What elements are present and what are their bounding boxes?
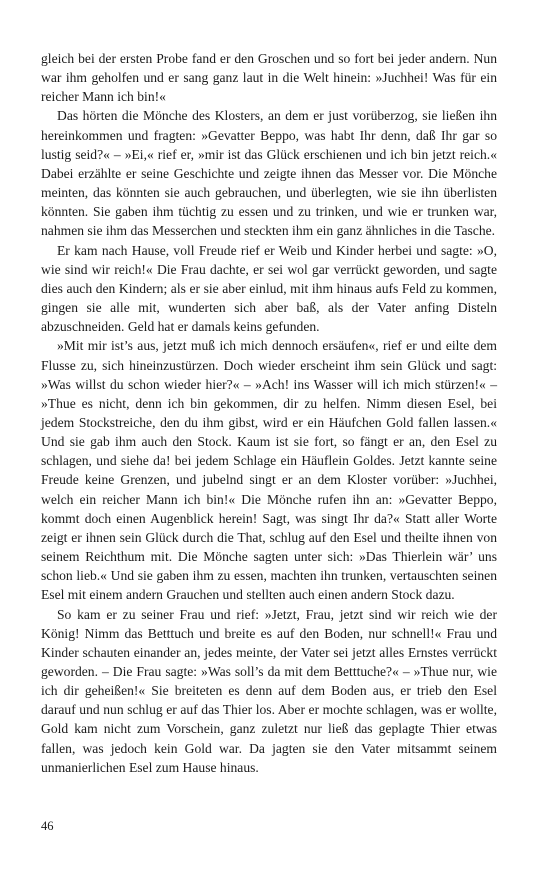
paragraph-2: Das hörten die Mönche des Klosters, an dem er just vorüberzog, sie ließen ihn hereinkommen und fragten: »Gevatter Beppo, was habt Ihr denn, daß Ihr gar so lustig seid?« – »Ei,« rief er, »mir ist das Glück erschienen und ich bin jetzt reich.« Dabei erzählte er seine Geschichte und zeigte ihnen das Messer vor. Die Mönche meinten, das könnten sie auch gebrauchen, und überlegten, wie sie ihn überlisten könnten. Sie gaben ihm tüchtig zu essen und zu trinken, und wie er trunken war, nahmen sie ihm das Messerchen und steckten ihm ein ganz ähnliches in die Tasche. [41,108,497,239]
paragraph-1: gleich bei der ersten Probe fand er den Groschen und so fort bei jeder andern. Nun war ihm geholfen und er sang ganz laut in die Welt hinein: »Juchhei! Was für ein reicher Mann ich bin!« [41,51,497,105]
page-number: 46 [41,819,54,833]
paragraph-3: Er kam nach Hause, voll Freude rief er Weib und Kinder herbei und sagte: »O, wie sind wir reich!« Die Frau dachte, er sei wol gar verrückt geworden, und sagte dies auch den Kindern; als er sie aber einlud, mit ihm hinaus aufs Feld zu kommen, gingen sie alle mit, wunderten sich aber baß, als der Vater anfing Disteln abzuschneiden. Geld hat er damals keins gefunden. [41,242,497,335]
paragraph-5: So kam er zu seiner Frau und rief: »Jetzt, Frau, jetzt sind wir reich wie der König! Nimm das Betttuch und breite es auf den Boden, nur schnell!« Frau und Kinder schauten einander an, jedes meinte, der Vater sei jetzt alles Ernstes verrückt geworden. – Die Frau sagte: »Was soll’s da mit dem Betttuche?« – »Thue nur, wie ich dir geheißen!« Sie breiteten es denn auf dem Boden aus, er trieb den Esel darauf und nun schlug er auf das Thier los. Aber er mochte schlagen, was er wollte, Gold kam nicht zum Vorschein, ganz zuletzt nur ließ das geplagte Thier etwas fallen, was jedoch kein Gold war. Da jagten sie den Vater mitsammt seinem unmanierlichen Esel zum Hause hinaus. [41,606,497,775]
paragraph-4: »Mit mir ist’s aus, jetzt muß ich mich dennoch ersäufen«, rief er und eilte dem Flusse zu, sich hineinzustürzen. Doch wieder erscheint ihm sein Glück und sagt: »Was willst du schon wieder hier?« – »Ach! ins Wasser will ich mich stürzen!« – »Thue es nicht, denn ich bin gekommen, dir zu helfen. Nimm diesen Esel, bei jedem Stockstreiche, den du ihm gibst, wird er ein Häufchen Gold fallen lassen.« Und sie gab ihm auch den Stock. Kaum ist sie fort, so fängt er an, den Esel zu schlagen, und siehe da! bei jedem Schlage ein Häuflein Goldes. Jetzt kannte seine Freude keine Grenzen, und jubelnd singt er an dem Kloster vorüber: »Juchhei, welch ein reicher Mann ich bin!« Die Mönche rufen ihn an: »Gevatter Beppo, kommt doch einen Augenblick herein! Sagt, was singt Ihr da?« Statt aller Worte zeigt er ihnen sein Glück durch die That, schlug auf den Esel und theilte ihnen von seinem Reichthum mit. Die Mönche sagten unter sich: »Das Thierlein wär’ uns schon lieb.« Und sie gaben ihm zu essen, machten ihn trunken, vertauschten seinen Esel mit einem andern Grauchen und stellten auch einen andern Stock dazu. [41,338,497,603]
page-body [41,49,497,777]
